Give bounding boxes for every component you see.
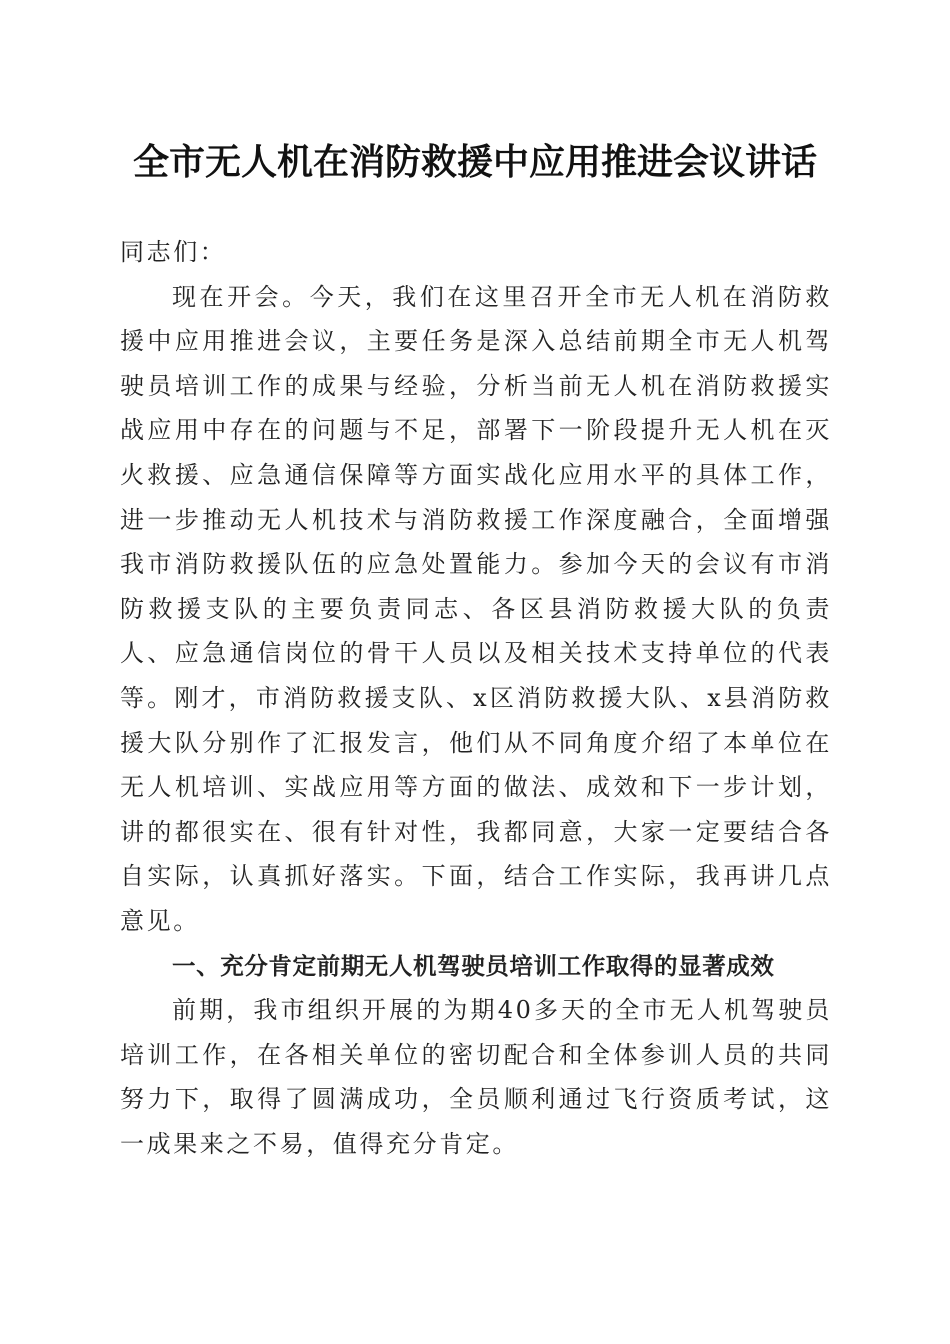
document-title: 全市无人机在消防救援中应用推进会议讲话 xyxy=(132,141,817,183)
paragraph-section-1: 前期，我市组织开展的为期40多天的全市无人机驾驶员培训工作，在各相关单位的密切配合和全体参训人员的共同努力下，取得了圆满成功，全员顺利通过飞行资质考试，这一成果来之不易，值得充分肯定。 xyxy=(120,996,832,1158)
document-body xyxy=(120,230,832,1166)
section-heading-1: 一、充分肯定前期无人机驾驶员培训工作取得的显著成效 xyxy=(172,951,775,980)
paragraph-intro: 现在开会。今天，我们在这里召开全市无人机在消防救援中应用推进会议，主要任务是深入总结前期全市无人机驾驶员培训工作的成果与经验，分析当前无人机在消防救援实战应用中存在的问题与不足，部署下一阶段提升无人机在灭火救援、应急通信保障等方面实战化应用水平的具体工作，进一步推动无人机技术与消防救援工作深度融合，全面增强我市消防救援队伍的应急处置能力。参加今天的会议有市消防救援支队的主要负责同志、各区县消防救援大队的负责人、应急通信岗位的骨干人员以及相关技术支持单位的代表等。刚才，市消防救援支队、x区消防救援大队、x县消防救援大队分别作了汇报发言，他们从不同角度介绍了本单位在无人机培训、实战应用等方面的做法、成效和下一步计划，讲的都很实在、很有针对性，我都同意，大家一定要结合各自实际，认真抓好落实。下面，结合工作实际，我再讲几点意见。 xyxy=(120,282,832,935)
salutation: 同志们： xyxy=(120,238,227,266)
